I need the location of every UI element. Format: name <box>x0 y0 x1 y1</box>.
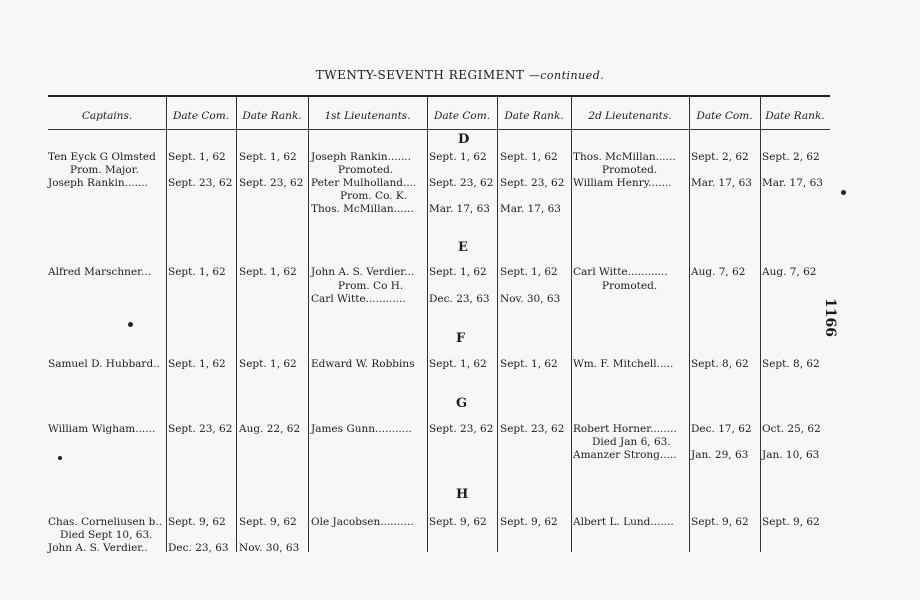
header-date-com: Date Com. <box>696 110 753 122</box>
lieutenant-name: James Gunn........... <box>311 423 412 435</box>
header-date-rank: Date Rank. <box>765 110 825 122</box>
date-rank: Sept. 9, 62 <box>500 516 558 528</box>
date-com: Dec. 17, 62 <box>691 423 752 435</box>
date-com: Sept. 1, 62 <box>168 358 226 370</box>
lieutenant-name: Ole Jacobsen.......... <box>311 516 414 528</box>
lieutenant-name: John A. S. Verdier... <box>311 266 415 278</box>
column-divider <box>166 96 167 552</box>
captain-name: Alfred Marschner... <box>48 266 152 278</box>
date-com: Sept. 8, 62 <box>691 358 749 370</box>
company-letter: F <box>456 331 466 346</box>
lieutenant-name: Thos. McMillan...... <box>573 151 676 163</box>
header-1st-lieutenants: 1st Lieutenants. <box>324 110 411 122</box>
header-date-com: Date Com. <box>433 110 491 122</box>
date-rank: Nov. 30, 63 <box>500 293 561 305</box>
date-rank: Sept. 23, 62 <box>500 177 565 189</box>
column-divider <box>427 96 428 552</box>
column-divider <box>571 96 572 552</box>
ink-speck <box>841 190 846 195</box>
header-date-com: Date Com. <box>172 110 230 122</box>
captain-name: William Wigham...... <box>48 423 156 435</box>
lieutenant-name: Joseph Rankin....... <box>311 151 411 163</box>
date-rank: Aug. 7, 62 <box>762 266 817 278</box>
date-rank: Jan. 10, 63 <box>762 449 820 461</box>
date-com: Sept. 1, 62 <box>168 266 226 278</box>
date-rank: Sept. 1, 62 <box>500 151 558 163</box>
date-com: Sept. 1, 62 <box>429 151 487 163</box>
date-com: Sept. 9, 62 <box>691 516 749 528</box>
date-com: Sept. 1, 62 <box>168 151 226 163</box>
lieutenant-name: Albert L. Lund....... <box>573 516 674 528</box>
lieutenant-name: Robert Horner........ <box>573 423 677 435</box>
date-com: Mar. 17, 63 <box>429 203 490 215</box>
date-com: Jan. 29, 63 <box>691 449 749 461</box>
date-rank: Oct. 25, 62 <box>762 423 821 435</box>
page-title: TWENTY-SEVENTH REGIMENT —continued. <box>315 68 605 82</box>
captain-name: John A. S. Verdier.. <box>48 542 148 554</box>
header-captains: Captains. <box>81 110 133 122</box>
date-rank: Sept. 1, 62 <box>500 358 558 370</box>
note: Prom. Co H. <box>338 280 404 292</box>
date-rank: Mar. 17, 63 <box>500 203 561 215</box>
date-com: Sept. 1, 62 <box>429 358 487 370</box>
date-rank: Sept. 9, 62 <box>762 516 820 528</box>
date-rank: Sept. 1, 62 <box>239 266 297 278</box>
lieutenant-name: Carl Witte............ <box>311 293 406 305</box>
date-rank: Nov. 30, 63 <box>239 542 300 554</box>
date-rank: Sept. 23, 62 <box>500 423 565 435</box>
note: Prom. Major. <box>70 164 139 176</box>
date-com: Sept. 1, 62 <box>429 266 487 278</box>
ink-speck <box>58 456 62 460</box>
page-number: 1166 <box>822 298 838 337</box>
date-com: Dec. 23, 63 <box>168 542 229 554</box>
company-letter: G <box>456 396 468 411</box>
lieutenant-name: Carl Witte............ <box>573 266 668 278</box>
header-date-rank: Date Rank. <box>504 110 564 122</box>
captain-name: Ten Eyck G Olmsted <box>48 151 156 163</box>
ink-speck <box>128 322 133 327</box>
lieutenant-name: Edward W. Robbins <box>311 358 415 370</box>
date-com: Sept. 23, 62 <box>429 177 494 189</box>
date-rank: Sept. 1, 62 <box>500 266 558 278</box>
lieutenant-name: Peter Mulholland.... <box>311 177 417 189</box>
date-com: Sept. 9, 62 <box>168 516 226 528</box>
date-rank: Sept. 1, 62 <box>239 151 297 163</box>
lieutenant-name: William Henry....... <box>573 177 672 189</box>
date-com: Mar. 17, 63 <box>691 177 752 189</box>
date-com: Dec. 23, 63 <box>429 293 490 305</box>
date-com: Sept. 23, 62 <box>168 423 233 435</box>
company-letter: D <box>458 132 470 147</box>
header-date-rank: Date Rank. <box>242 110 302 122</box>
captain-name: Samuel D. Hubbard.. <box>48 358 160 370</box>
company-letter: H <box>456 487 469 502</box>
date-com: Aug. 7, 62 <box>691 266 746 278</box>
note: Prom. Co. K. <box>340 190 408 202</box>
date-rank: Sept. 23, 62 <box>239 177 304 189</box>
company-letter: E <box>458 240 468 255</box>
date-rank: Sept. 8, 62 <box>762 358 820 370</box>
note: Died Sept 10, 63. <box>60 529 153 541</box>
note: Promoted. <box>602 164 658 176</box>
note: Promoted. <box>602 280 658 292</box>
date-com: Sept. 23, 62 <box>168 177 233 189</box>
date-rank: Sept. 1, 62 <box>239 358 297 370</box>
column-divider <box>760 96 761 552</box>
lieutenant-name: Wm. F. Mitchell..... <box>573 358 674 370</box>
date-com: Sept. 23, 62 <box>429 423 494 435</box>
date-com: Sept. 9, 62 <box>429 516 487 528</box>
lieutenant-name: Thos. McMillan...... <box>311 203 414 215</box>
date-com: Sept. 2, 62 <box>691 151 749 163</box>
date-rank: Mar. 17, 63 <box>762 177 823 189</box>
captain-name: Chas. Corneliusen b.. <box>48 516 163 528</box>
date-rank: Sept. 2, 62 <box>762 151 820 163</box>
date-rank: Sept. 9, 62 <box>239 516 297 528</box>
lieutenant-name: Amanzer Strong..... <box>573 449 677 461</box>
column-divider <box>236 96 237 552</box>
column-divider <box>308 96 309 552</box>
column-divider <box>689 96 690 552</box>
column-divider <box>497 96 498 552</box>
note: Died Jan 6, 63. <box>592 436 671 448</box>
note: Promoted. <box>338 164 394 176</box>
header-2d-lieutenants: 2d Lieutenants. <box>588 110 672 122</box>
date-rank: Aug. 22, 62 <box>239 423 301 435</box>
captain-name: Joseph Rankin....... <box>48 177 148 189</box>
